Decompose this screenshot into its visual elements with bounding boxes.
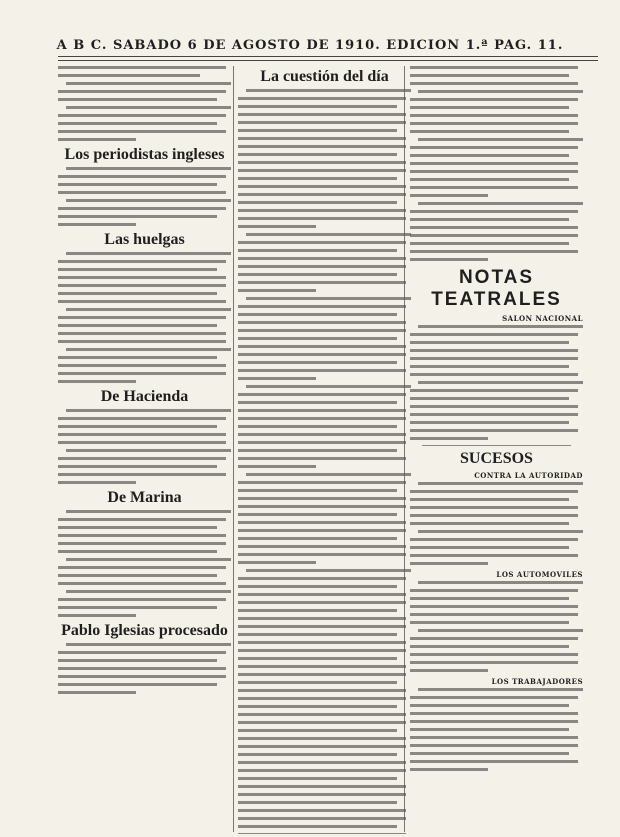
article-body xyxy=(410,325,583,440)
divider xyxy=(422,445,571,446)
header-rule xyxy=(58,56,598,57)
article-body xyxy=(58,643,231,694)
article-body xyxy=(410,581,583,672)
article-body xyxy=(410,66,583,261)
article-body xyxy=(410,482,583,565)
headline-cuestion: La cuestión del día xyxy=(260,68,389,85)
subhead-trabajadores: LOS TRABAJADORES xyxy=(491,677,583,686)
headline-notas-teatrales: NOTAS TEATRALES xyxy=(431,267,562,310)
subhead-salon-nacional: SALON NACIONAL xyxy=(502,314,583,323)
headline-iglesias: Pablo Iglesias procesado xyxy=(61,622,228,639)
headline-marina: De Marina xyxy=(107,489,182,506)
headline-periodistas: Los periodistas ingleses xyxy=(64,146,225,163)
headline-sucesos: SUCESOS xyxy=(460,450,533,467)
subhead-automoviles: LOS AUTOMOVILES xyxy=(496,570,583,579)
column-3 xyxy=(410,66,583,834)
header-rule-2 xyxy=(58,60,598,61)
subhead-contra-autoridad: CONTRA LA AUTORIDAD xyxy=(474,471,583,480)
article-body xyxy=(58,66,231,141)
headline-huelgas: Las huelgas xyxy=(104,231,185,248)
column-1 xyxy=(58,66,231,834)
article-body xyxy=(58,409,231,484)
page-header: A B C. SABADO 6 DE AGOSTO DE 1910. EDICION 1.ª PAG. 11. xyxy=(56,38,564,53)
article-body xyxy=(58,252,231,383)
article-body xyxy=(58,167,231,226)
article-body xyxy=(238,89,411,834)
article-body xyxy=(58,510,231,617)
headline-hacienda: De Hacienda xyxy=(100,388,189,405)
column-divider xyxy=(233,66,234,832)
column-2 xyxy=(238,66,411,834)
article-body xyxy=(410,688,583,771)
